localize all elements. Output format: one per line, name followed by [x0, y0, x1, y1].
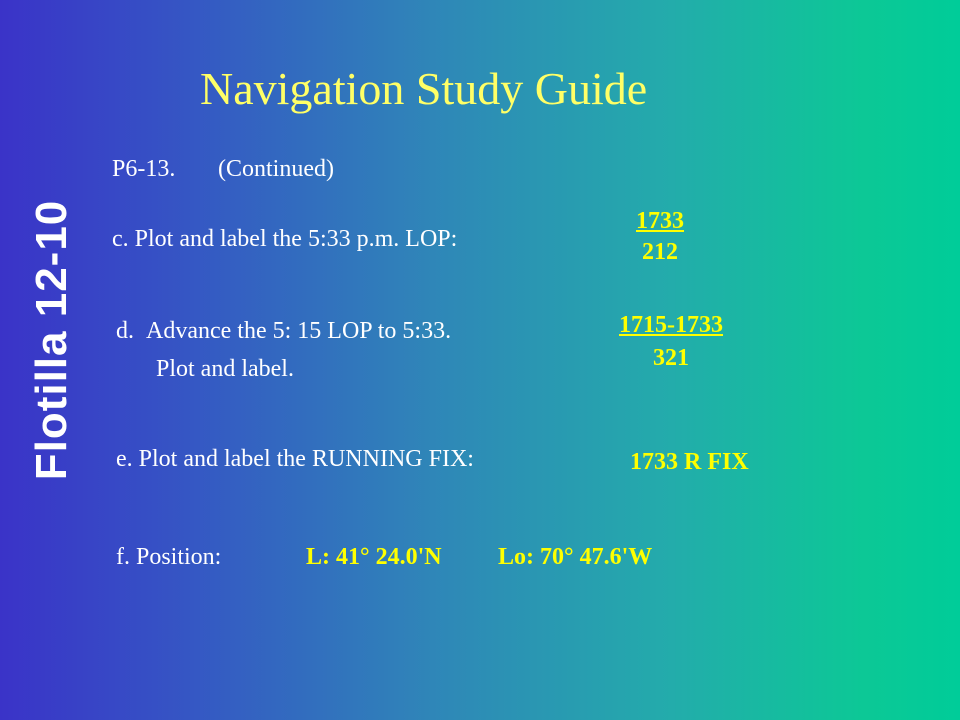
item-d-line1: Advance the 5: 15 LOP to 5:33.: [146, 318, 452, 344]
item-e-text: e. Plot and label the RUNNING FIX:: [116, 446, 474, 472]
item-d-answer-bottom: 321: [653, 345, 689, 371]
problem-id: P6-13.: [112, 156, 176, 182]
item-c-answer-top: 1733: [636, 208, 684, 234]
item-c-answer: [610, 208, 710, 266]
item-d-line2: Plot and label.: [156, 356, 294, 382]
problem-note: (Continued): [218, 156, 334, 182]
item-d-answer: [596, 312, 746, 372]
item-f-latitude: L: 41° 24.0'N: [306, 544, 442, 570]
item-f-longitude: Lo: 70° 47.6'W: [498, 544, 653, 570]
item-e-answer: 1733 R FIX: [630, 449, 749, 475]
item-d-answer-top: 1715-1733: [619, 312, 723, 338]
item-f-text: f. Position:: [116, 544, 222, 570]
item-d-marker: d.: [116, 318, 134, 344]
item-c-answer-bottom: 212: [642, 239, 678, 265]
flotilla-label: Flotilla 12-10: [27, 199, 76, 481]
page-title: Navigation Study Guide: [200, 63, 648, 114]
item-c-text: c. Plot and label the 5:33 p.m. LOP:: [112, 226, 458, 252]
